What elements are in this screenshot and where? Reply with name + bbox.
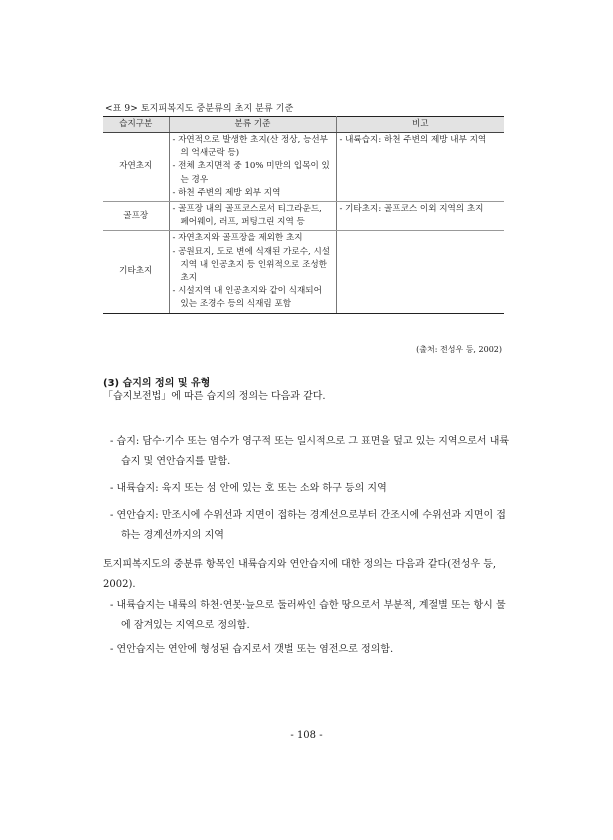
section-heading: (3) 습지의 정의 및 유형 <box>103 378 211 389</box>
table-header-row <box>103 117 504 133</box>
row-category: 자연초지 <box>103 133 169 202</box>
table-row <box>103 231 504 313</box>
note-item: - 내륙습지: 하천 주변의 제방 내부 지역 <box>339 135 487 145</box>
definition-item: - 내륙습지: 육지 또는 섬 안에 있는 호 또는 소와 하구 등의 지역 <box>110 483 387 494</box>
criteria-item: - 전체 초지면적 중 10% 미만의 입목이 있는 경우 <box>172 161 330 185</box>
row-criteria <box>169 133 336 202</box>
criteria-item: - 하천 주변의 제방 외부 지역 <box>172 187 281 198</box>
row-note <box>336 231 504 313</box>
definition-paragraph: 토지피복지도의 중분류 항목인 내륙습지와 연안습지에 대한 정의는 다음과 같다(전성우 등, 2002). <box>103 559 497 590</box>
criteria-item: - 공원묘지, 도로 변에 식재된 가로수, 시설지역 내 인공초지 등 인위적으로 조성한 초지 <box>172 246 331 284</box>
row-category: 기타초지 <box>103 231 169 313</box>
criteria-item: - 자연초지와 골프장을 제외한 초지 <box>172 233 303 244</box>
note-item: - 기타초지: 골프코스 이외 지역의 초지 <box>339 204 484 215</box>
intro-paragraph: 「습지보전법」에 따른 습지의 정의는 다음과 같다. <box>103 391 326 402</box>
definition-item: - 습지: 담수·기수 또는 염수가 영구적 또는 일시적으로 그 표면을 덮고 있는 지역으로서 내륙습지 및 연안습지를 말함. <box>110 436 510 467</box>
table-row <box>103 202 504 231</box>
definition-list-2 <box>110 596 515 660</box>
definition-list <box>110 432 515 553</box>
table-source: (출처: 전성우 등, 2002) <box>416 345 502 354</box>
criteria-item: - 시설지역 내 인공초지와 같이 식재되어 있는 조경수 등의 식재림 포함 <box>172 286 322 310</box>
page-number: - 108 - <box>290 730 323 741</box>
definition-item: - 연안습지는 연안에 형성된 습지로서 갯벌 또는 염전으로 정의함. <box>110 644 394 655</box>
table-row <box>103 133 504 202</box>
row-note <box>336 202 504 231</box>
header-criteria: 분류 기준 <box>169 117 336 133</box>
header-note: 비고 <box>336 117 504 133</box>
row-category: 골프장 <box>103 202 169 231</box>
row-note <box>336 133 504 202</box>
criteria-item: - 자연적으로 발생한 초지(산 정상, 능선부의 억새군락 등) <box>172 135 328 159</box>
row-criteria <box>169 202 336 231</box>
classification-table <box>103 116 504 314</box>
row-criteria <box>169 231 336 313</box>
definition-item: - 내륙습지는 내륙의 하천·연못·늪으로 둘러싸인 습한 땅으로서 부분적, 계절별 또는 항시 물에 잠겨있는 지역으로 정의함. <box>110 600 506 631</box>
criteria-item: - 골프장 내의 골프코스로서 티그라운드, 페어웨이, 러프, 퍼팅그린 지역 등 <box>172 204 322 228</box>
header-category: 습지구분 <box>103 117 169 133</box>
table-caption: <표 9> 토지피복지도 중분류의 초지 분류 기준 <box>105 104 294 114</box>
definition-item: - 연안습지: 만조시에 수위선과 지면이 접하는 경계선으로부터 간조시에 수위선과 지면이 접하는 경계선까지의 지역 <box>110 510 506 541</box>
